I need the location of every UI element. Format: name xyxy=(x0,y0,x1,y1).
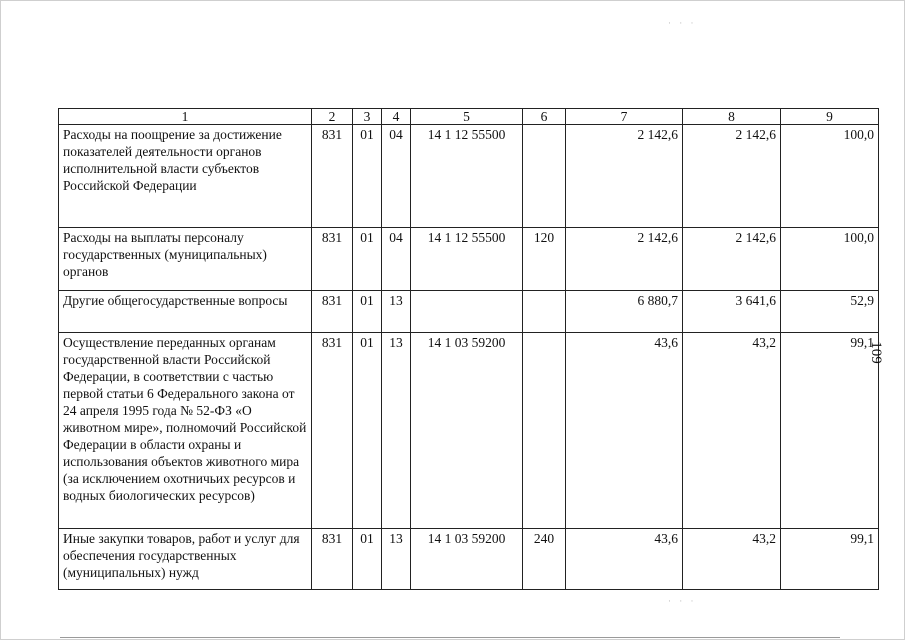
row-percent: 100,0 xyxy=(781,125,879,228)
row-name: Осуществление переданных органам государственной власти Российской Федерации, в соответствии с частью первой статьи 6 Федерального закона от 24 апреля 1995 года № 52-ФЗ «О животном мире», полномочий Российской Федерации в области охраны и использования объектов животного мира (за исключением охотничьих ресурсов и водных биологических ресурсов) xyxy=(59,333,312,529)
row-plan: 43,6 xyxy=(566,333,683,529)
row-pr: 13 xyxy=(382,291,411,333)
row-actual: 43,2 xyxy=(683,529,781,590)
row-plan: 6 880,7 xyxy=(566,291,683,333)
row-gr: 831 xyxy=(312,333,353,529)
row-rz: 01 xyxy=(353,333,382,529)
row-vr: 240 xyxy=(523,529,566,590)
row-csr: 14 1 12 55500 xyxy=(411,228,523,291)
row-pr: 04 xyxy=(382,125,411,228)
row-rz: 01 xyxy=(353,228,382,291)
row-pr: 13 xyxy=(382,333,411,529)
row-plan: 43,6 xyxy=(566,529,683,590)
column-header: 3 xyxy=(353,109,382,125)
row-name: Расходы на выплаты персоналу государственных (муниципальных) органов xyxy=(59,228,312,291)
row-plan: 2 142,6 xyxy=(566,228,683,291)
column-header: 7 xyxy=(566,109,683,125)
column-header: 5 xyxy=(411,109,523,125)
row-csr: 14 1 03 59200 xyxy=(411,529,523,590)
row-percent: 99,1 xyxy=(781,529,879,590)
budget-execution-table xyxy=(58,108,879,590)
column-header: 9 xyxy=(781,109,879,125)
column-header: 6 xyxy=(523,109,566,125)
row-gr: 831 xyxy=(312,529,353,590)
row-gr: 831 xyxy=(312,228,353,291)
row-csr: 14 1 12 55500 xyxy=(411,125,523,228)
row-vr: 120 xyxy=(523,228,566,291)
row-percent: 100,0 xyxy=(781,228,879,291)
row-vr xyxy=(523,291,566,333)
column-header: 1 xyxy=(59,109,312,125)
table-row xyxy=(59,291,879,333)
row-actual: 2 142,6 xyxy=(683,125,781,228)
row-rz: 01 xyxy=(353,291,382,333)
row-name: Расходы на поощрение за достижение показателей деятельности органов исполнительной власти субъектов Российской Федерации xyxy=(59,125,312,228)
row-name: Другие общегосударственные вопросы xyxy=(59,291,312,333)
row-pr: 04 xyxy=(382,228,411,291)
scan-speck: · · · xyxy=(668,18,697,28)
row-actual: 3 641,6 xyxy=(683,291,781,333)
table-row xyxy=(59,333,879,529)
row-gr: 831 xyxy=(312,125,353,228)
row-actual: 2 142,6 xyxy=(683,228,781,291)
column-number-row xyxy=(59,109,879,125)
row-vr xyxy=(523,125,566,228)
column-header: 8 xyxy=(683,109,781,125)
table-row xyxy=(59,228,879,291)
column-header: 4 xyxy=(382,109,411,125)
row-percent: 52,9 xyxy=(781,291,879,333)
page-number: 109 xyxy=(867,341,884,364)
row-actual: 43,2 xyxy=(683,333,781,529)
row-rz: 01 xyxy=(353,529,382,590)
row-csr: 14 1 03 59200 xyxy=(411,333,523,529)
row-gr: 831 xyxy=(312,291,353,333)
row-plan: 2 142,6 xyxy=(566,125,683,228)
scan-bottom-line xyxy=(60,637,840,638)
row-csr xyxy=(411,291,523,333)
column-header: 2 xyxy=(312,109,353,125)
row-name: Иные закупки товаров, работ и услуг для обеспечения государственных (муниципальных) нужд xyxy=(59,529,312,590)
scan-speck: · · · xyxy=(668,596,697,606)
row-pr: 13 xyxy=(382,529,411,590)
row-percent: 99,1 xyxy=(781,333,879,529)
row-vr xyxy=(523,333,566,529)
row-rz: 01 xyxy=(353,125,382,228)
table-row xyxy=(59,125,879,228)
table-row xyxy=(59,529,879,590)
